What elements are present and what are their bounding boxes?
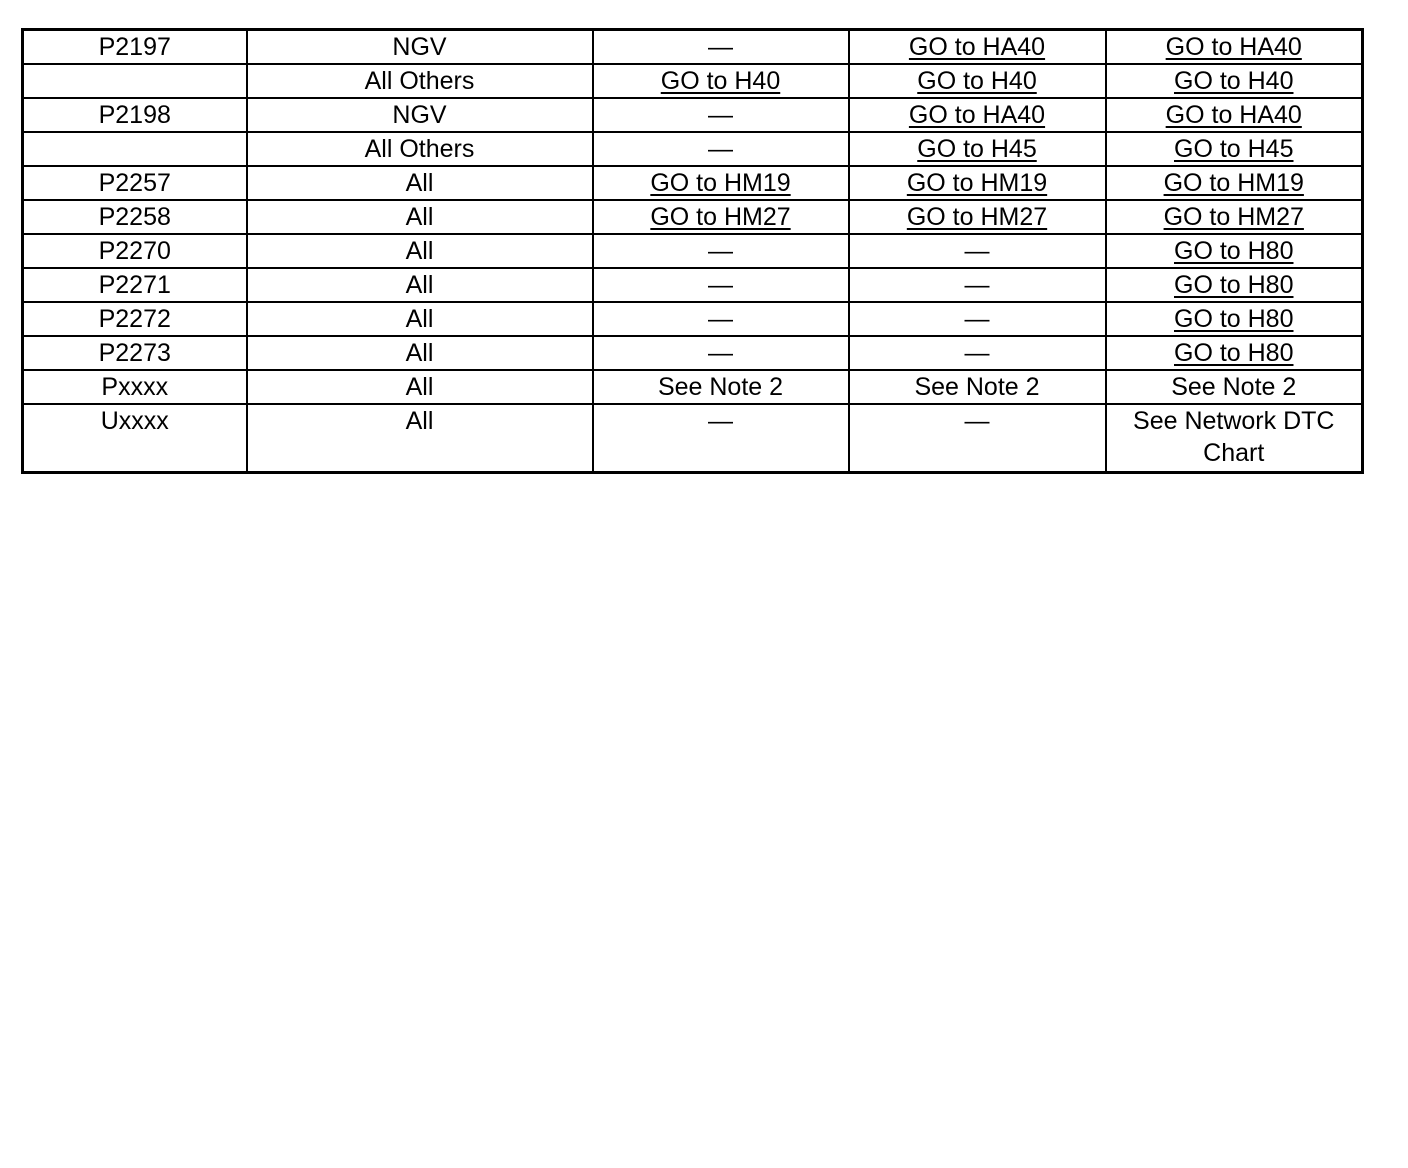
applies-to-cell: All (247, 336, 593, 370)
dtc-code-cell: P2270 (23, 234, 247, 268)
table-row (23, 132, 1363, 166)
action-cell-col3: — (593, 98, 849, 132)
table-row (23, 268, 1363, 302)
applies-to-cell: All (247, 268, 593, 302)
action-link-col4[interactable]: GO to HA40 (849, 98, 1106, 132)
action-link-col4[interactable]: GO to HM27 (849, 200, 1106, 234)
dtc-code-cell (23, 132, 247, 166)
dtc-code-cell: Uxxxx (23, 404, 247, 473)
action-link-col5[interactable]: GO to H40 (1106, 64, 1363, 98)
action-cell-col4: — (849, 268, 1106, 302)
action-link-col5[interactable]: GO to H80 (1106, 302, 1363, 336)
action-cell-col3: See Note 2 (593, 370, 849, 404)
action-link-col3[interactable]: GO to H40 (593, 64, 849, 98)
action-cell-col3: — (593, 234, 849, 268)
action-link-col4[interactable]: GO to HM19 (849, 166, 1106, 200)
action-link-col3[interactable]: GO to HM19 (593, 166, 849, 200)
dtc-table (21, 28, 1364, 474)
action-link-col5[interactable]: GO to H45 (1106, 132, 1363, 166)
dtc-table-body (23, 30, 1363, 473)
dtc-code-cell: P2198 (23, 98, 247, 132)
table-row (23, 404, 1363, 473)
table-row (23, 370, 1363, 404)
table-row (23, 30, 1363, 65)
applies-to-cell: All (247, 370, 593, 404)
action-link-col3[interactable]: GO to HM27 (593, 200, 849, 234)
action-link-col5[interactable]: GO to HM27 (1106, 200, 1363, 234)
table-row (23, 302, 1363, 336)
action-cell-col3: — (593, 336, 849, 370)
dtc-code-cell: P2197 (23, 30, 247, 65)
action-link-col4[interactable]: GO to H45 (849, 132, 1106, 166)
table-row (23, 166, 1363, 200)
action-cell-col4: — (849, 234, 1106, 268)
applies-to-cell: All Others (247, 132, 593, 166)
action-cell-col4: See Note 2 (849, 370, 1106, 404)
applies-to-cell: All (247, 404, 593, 473)
action-link-col5[interactable]: GO to HA40 (1106, 30, 1363, 65)
action-link-col5[interactable]: GO to H80 (1106, 268, 1363, 302)
dtc-code-cell: P2273 (23, 336, 247, 370)
dtc-code-cell: P2258 (23, 200, 247, 234)
action-cell-col4: — (849, 336, 1106, 370)
dtc-code-cell: Pxxxx (23, 370, 247, 404)
table-row (23, 200, 1363, 234)
action-cell-col3: — (593, 30, 849, 65)
action-cell-col4: — (849, 302, 1106, 336)
applies-to-cell: All (247, 166, 593, 200)
dtc-code-cell (23, 64, 247, 98)
action-link-col5[interactable]: GO to HM19 (1106, 166, 1363, 200)
action-link-col4[interactable]: GO to HA40 (849, 30, 1106, 65)
table-row (23, 336, 1363, 370)
dtc-code-cell: P2271 (23, 268, 247, 302)
action-cell-col5: See Note 2 (1106, 370, 1363, 404)
dtc-code-cell: P2257 (23, 166, 247, 200)
action-link-col5[interactable]: GO to H80 (1106, 234, 1363, 268)
applies-to-cell: All (247, 200, 593, 234)
applies-to-cell: All Others (247, 64, 593, 98)
action-cell-col3: — (593, 132, 849, 166)
table-row (23, 64, 1363, 98)
action-cell-col3: — (593, 268, 849, 302)
applies-to-cell: All (247, 234, 593, 268)
table-row (23, 234, 1363, 268)
applies-to-cell: NGV (247, 98, 593, 132)
action-link-col5[interactable]: GO to HA40 (1106, 98, 1363, 132)
applies-to-cell: All (247, 302, 593, 336)
dtc-code-cell: P2272 (23, 302, 247, 336)
action-cell-col3: — (593, 302, 849, 336)
action-link-col5[interactable]: GO to H80 (1106, 336, 1363, 370)
action-cell-col4: — (849, 404, 1106, 473)
action-cell-col5: See Network DTC Chart (1106, 404, 1363, 473)
action-link-col4[interactable]: GO to H40 (849, 64, 1106, 98)
table-row (23, 98, 1363, 132)
action-cell-col3: — (593, 404, 849, 473)
applies-to-cell: NGV (247, 30, 593, 65)
